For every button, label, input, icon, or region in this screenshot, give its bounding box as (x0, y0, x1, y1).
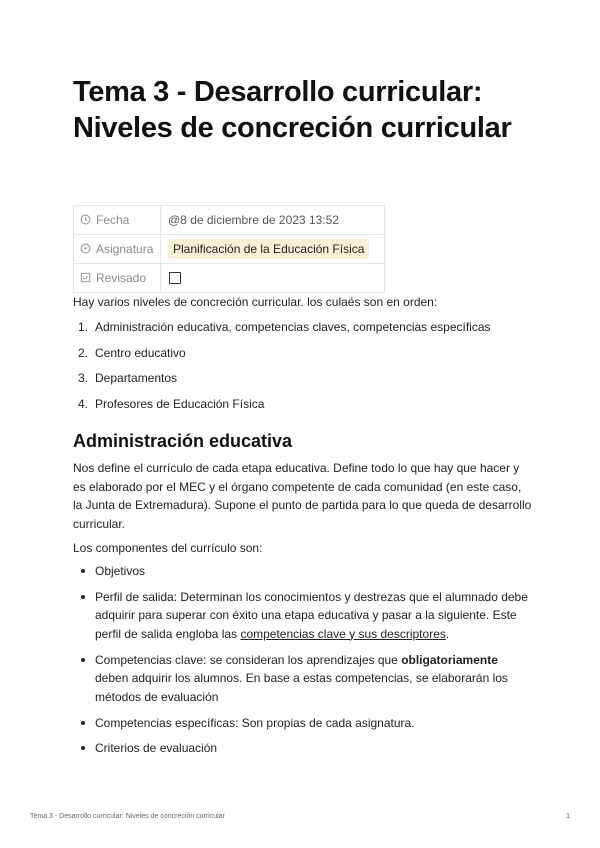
components-list (73, 562, 533, 765)
list-item: Perfil de salida: Determinan los conocimientos y destrezas que el alumnado debe adquirir para superar con éxito una etapa educativa y pasar a la siguiente. Este perfil de salida engloba las competencias clave y sus descriptores. (73, 588, 533, 651)
competencias-link[interactable]: competencias clave y sus descriptores (240, 626, 446, 641)
section-heading: Administración educativa (73, 431, 293, 451)
select-icon (80, 243, 91, 254)
property-key-fecha: Fecha (96, 213, 130, 227)
intro-paragraph: Hay varios niveles de concreción curricular. los culaés son en orden: (73, 295, 438, 309)
property-key-asignatura: Asignatura (96, 242, 154, 256)
list-item: Criterios de evaluación (73, 739, 533, 765)
list-item: 1. Administración educativa, competencias claves, competencias específicas (78, 320, 491, 334)
subject-tag[interactable]: Planificación de la Educación Física (168, 239, 369, 259)
page-number: 1 (566, 813, 570, 820)
section-paragraph: Nos define el currículo de cada etapa educativa. Define todo lo que hay que hacer y es elaborado por el MEC y el órgano competente de cada comunidad (en este caso, la Junta de Extremadura). Supone el punto de partida para lo que queda de desarrollo curricular. (73, 461, 532, 531)
footer-title: Tema 3 - Desarrollo curricular: Niveles de concreción curricular (30, 813, 225, 820)
property-row-asignatura (74, 235, 385, 264)
list-item: 3. Departamentos (78, 371, 178, 385)
property-row-revisado (74, 264, 385, 293)
checkbox-icon (80, 272, 91, 283)
list-item: Objetivos (73, 562, 533, 588)
property-key-revisado: Revisado (96, 271, 147, 285)
list-item: 2. Centro educativo (78, 345, 186, 360)
clock-icon (80, 214, 91, 225)
properties-table (73, 205, 385, 293)
levels-list (73, 318, 533, 420)
list-item: Competencias específicas: Son propias de cada asignatura. (73, 714, 533, 740)
list-item: 4. Profesores de Educación Física (78, 396, 265, 411)
property-value-fecha[interactable]: @8 de diciembre de 2023 13:52 (161, 206, 385, 235)
components-intro: Los componentes del currículo son: (73, 541, 263, 555)
list-item: Competencias clave: se consideran los aprendizajes que obligatoriamente deben adquirir los alumnos. En base a estas competencias, se elaborarán los métodos de evaluación (73, 651, 533, 714)
page-title: Tema 3 - Desarrollo curricular: Niveles de concreción curricular (73, 76, 512, 144)
property-row-fecha (74, 206, 385, 235)
revisado-checkbox[interactable] (169, 272, 181, 284)
